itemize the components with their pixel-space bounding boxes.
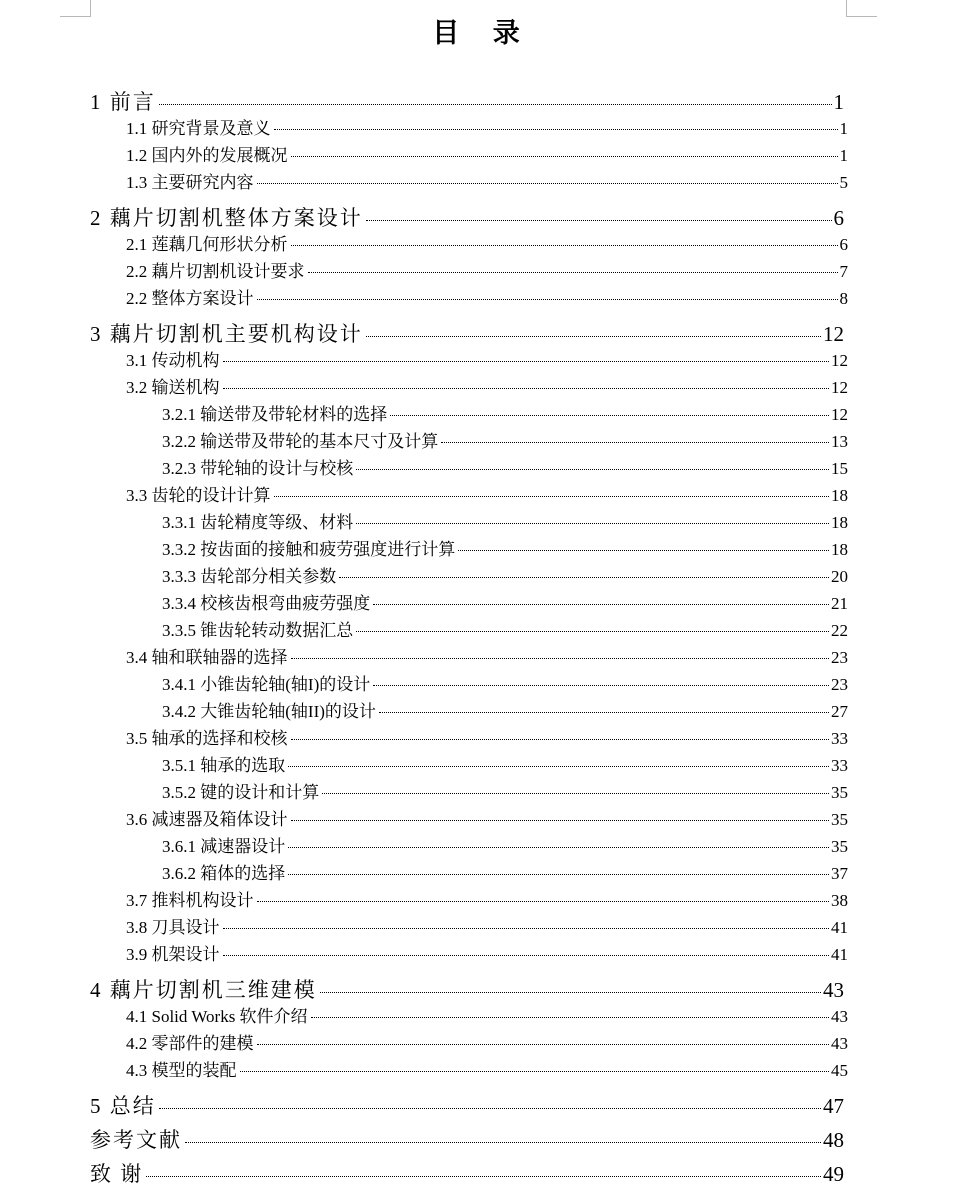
- toc-entry-page-number: 12: [831, 405, 848, 424]
- toc-entry-page-number: 43: [823, 978, 844, 1002]
- toc-entry-label: 3.5 轴承的选择和校核: [126, 729, 288, 748]
- toc-entry-page-number: 43: [831, 1034, 848, 1053]
- toc-entry[interactable]: [162, 618, 848, 644]
- toc-entry[interactable]: [162, 753, 848, 779]
- dot-leader: [356, 631, 829, 632]
- dot-leader: [373, 685, 829, 686]
- toc-entry[interactable]: [126, 645, 848, 671]
- toc-entry-page-number: 45: [831, 1061, 848, 1080]
- toc-entry[interactable]: [126, 116, 848, 142]
- toc-entry-page-number: 6: [839, 235, 848, 254]
- dot-leader: [288, 766, 829, 767]
- toc-entry-label: 4.1 Solid Works 软件介绍: [126, 1007, 308, 1026]
- toc-entry[interactable]: [126, 807, 848, 833]
- toc-entry[interactable]: [162, 591, 848, 617]
- toc-entry-label: 3.2.2 输送带及带轮的基本尺寸及计算: [162, 432, 439, 451]
- dot-leader: [320, 992, 821, 993]
- toc-entry-page-number: 41: [831, 918, 848, 937]
- dot-leader: [291, 658, 830, 659]
- toc-entry[interactable]: [90, 1126, 844, 1154]
- dot-leader: [356, 469, 829, 470]
- dot-leader: [223, 928, 830, 929]
- dot-leader: [390, 415, 829, 416]
- toc-entry-label: 3.2.3 带轮轴的设计与校核: [162, 459, 354, 478]
- dot-leader: [288, 847, 829, 848]
- toc-entry-page-number: 33: [831, 729, 848, 748]
- toc-entry-page-number: 8: [839, 289, 848, 308]
- toc-entry-page-number: 7: [839, 262, 848, 281]
- dot-leader: [356, 523, 829, 524]
- toc-entry-label: 3.4.2 大锥齿轮轴(轴II)的设计: [162, 702, 376, 721]
- dot-leader: [146, 1176, 821, 1177]
- toc-entry[interactable]: [126, 483, 848, 509]
- toc-entry[interactable]: [162, 672, 848, 698]
- toc-entry[interactable]: [126, 259, 848, 285]
- dot-leader: [291, 820, 830, 821]
- toc-entry-page-number: 38: [831, 891, 848, 910]
- toc-entry[interactable]: [162, 834, 848, 860]
- dot-leader: [379, 712, 829, 713]
- toc-entry-label: 3.3.3 齿轮部分相关参数: [162, 567, 337, 586]
- toc-entry[interactable]: [126, 170, 848, 196]
- toc-entry-label: 3.2 输送机构: [126, 378, 220, 397]
- toc-entry[interactable]: [162, 537, 848, 563]
- dot-leader: [223, 388, 830, 389]
- dot-leader: [291, 156, 838, 157]
- dot-leader: [159, 104, 832, 105]
- toc-entry-label: 2.1 莲藕几何形状分析: [126, 235, 288, 254]
- dot-leader: [159, 1108, 821, 1109]
- dot-leader: [373, 604, 829, 605]
- toc-entry-page-number: 12: [831, 378, 848, 397]
- dot-leader: [311, 1017, 829, 1018]
- dot-leader: [257, 299, 838, 300]
- toc-entry-label: 3.1 传动机构: [126, 351, 220, 370]
- dot-leader: [322, 793, 829, 794]
- toc-entry-label: 4.3 模型的装配: [126, 1061, 237, 1080]
- toc-entry[interactable]: [162, 429, 848, 455]
- toc-entry-page-number: 1: [839, 146, 848, 165]
- toc-entry-label: 1 前言: [90, 90, 156, 114]
- toc-entry-label: 致 谢: [90, 1162, 144, 1186]
- toc-entry-page-number: 37: [831, 864, 848, 883]
- dot-leader: [366, 220, 832, 221]
- toc-entry[interactable]: [126, 348, 848, 374]
- toc-entry[interactable]: [162, 699, 848, 725]
- toc-entry-label: 3.3.1 齿轮精度等级、材料: [162, 513, 354, 532]
- toc-entry-label: 2.2 整体方案设计: [126, 289, 254, 308]
- toc-entry-label: 参考文献: [90, 1128, 182, 1152]
- toc-entry-page-number: 21: [831, 594, 848, 613]
- dot-leader: [458, 550, 829, 551]
- toc-entry-page-number: 12: [831, 351, 848, 370]
- toc-entry-page-number: 35: [831, 783, 848, 802]
- toc-entry[interactable]: [126, 232, 848, 258]
- toc-entry-label: 3.9 机架设计: [126, 945, 220, 964]
- toc-entry-page-number: 13: [831, 432, 848, 451]
- dot-leader: [339, 577, 829, 578]
- toc-entry[interactable]: [126, 286, 848, 312]
- toc-entry-label: 3.6.1 减速器设计: [162, 837, 286, 856]
- toc-entry-label: 3.8 刀具设计: [126, 918, 220, 937]
- toc-entry-page-number: 49: [823, 1162, 844, 1186]
- toc-entry-page-number: 27: [831, 702, 848, 721]
- toc-entry-page-number: 6: [833, 206, 844, 230]
- dot-leader: [441, 442, 829, 443]
- toc-entry-label: 4.2 零部件的建模: [126, 1034, 254, 1053]
- toc-entry-page-number: 43: [831, 1007, 848, 1026]
- toc-entry-page-number: 35: [831, 810, 848, 829]
- toc-entry-label: 3 藕片切割机主要机构设计: [90, 322, 363, 346]
- toc-entry-page-number: 15: [831, 459, 848, 478]
- toc-entry-label: 3.2.1 输送带及带轮材料的选择: [162, 405, 388, 424]
- toc-entry-label: 3.3.2 按齿面的接触和疲劳强度进行计算: [162, 540, 456, 559]
- toc-entry-page-number: 1: [839, 119, 848, 138]
- toc-entry-label: 3.6 减速器及箱体设计: [126, 810, 288, 829]
- toc-entry-label: 1.2 国内外的发展概况: [126, 146, 288, 165]
- toc-entry-page-number: 33: [831, 756, 848, 775]
- dot-leader: [291, 739, 830, 740]
- toc-entry[interactable]: [126, 1004, 848, 1030]
- toc-entry-label: 3.3 齿轮的设计计算: [126, 486, 271, 505]
- toc-entry[interactable]: [90, 88, 844, 116]
- toc-entry[interactable]: [162, 402, 848, 428]
- toc-entry-label: 3.6.2 箱体的选择: [162, 864, 286, 883]
- toc-entry[interactable]: [90, 320, 844, 348]
- toc-entry-page-number: 5: [839, 173, 848, 192]
- toc-entry-label: 2 藕片切割机整体方案设计: [90, 206, 363, 230]
- toc-entry[interactable]: [90, 1160, 844, 1188]
- toc-entry[interactable]: [162, 564, 848, 590]
- dot-leader: [257, 1044, 830, 1045]
- toc-entry-page-number: 18: [831, 486, 848, 505]
- dot-leader: [257, 183, 838, 184]
- dot-leader: [274, 129, 838, 130]
- dot-leader: [291, 245, 838, 246]
- toc-entry-page-number: 22: [831, 621, 848, 640]
- dot-leader: [185, 1142, 821, 1143]
- toc-entry-page-number: 47: [823, 1094, 844, 1118]
- toc-entry[interactable]: [90, 204, 844, 232]
- toc-entry-page-number: 20: [831, 567, 848, 586]
- toc-entry[interactable]: [90, 1092, 844, 1120]
- toc-entry[interactable]: [126, 726, 848, 752]
- toc-title: 目 录: [432, 18, 532, 49]
- dot-leader: [366, 336, 821, 337]
- toc-entry[interactable]: [162, 510, 848, 536]
- toc-entry[interactable]: [126, 143, 848, 169]
- dot-leader: [288, 874, 829, 875]
- toc-entry-label: 2.2 藕片切割机设计要求: [126, 262, 305, 281]
- toc-entry-page-number: 18: [831, 513, 848, 532]
- toc-entry-page-number: 1: [833, 90, 844, 114]
- toc-entry-label: 1.1 研究背景及意义: [126, 119, 271, 138]
- toc-entry[interactable]: [126, 1031, 848, 1057]
- toc-entry-label: 3.4 轴和联轴器的选择: [126, 648, 288, 667]
- toc-entry-page-number: 12: [823, 322, 844, 346]
- toc-entry[interactable]: [126, 888, 848, 914]
- toc-entry-label: 5 总结: [90, 1094, 156, 1118]
- toc-entry[interactable]: [162, 861, 848, 887]
- toc-entry-label: 1.3 主要研究内容: [126, 173, 254, 192]
- toc-entry-page-number: 23: [831, 648, 848, 667]
- toc-entry-label: 3.3.5 锥齿轮转动数据汇总: [162, 621, 354, 640]
- toc-entry[interactable]: [126, 915, 848, 941]
- toc-entry[interactable]: [162, 780, 848, 806]
- toc-entry-label: 3.3.4 校核齿根弯曲疲劳强度: [162, 594, 371, 613]
- dot-leader: [223, 361, 830, 362]
- toc-entry[interactable]: [162, 456, 848, 482]
- toc-entry-label: 3.5.1 轴承的选取: [162, 756, 286, 775]
- dot-leader: [223, 955, 830, 956]
- toc-entry-page-number: 35: [831, 837, 848, 856]
- toc-entry-label: 3.5.2 键的设计和计算: [162, 783, 320, 802]
- dot-leader: [308, 272, 838, 273]
- toc-entry-label: 4 藕片切割机三维建模: [90, 978, 317, 1002]
- toc-entry-page-number: 48: [823, 1128, 844, 1152]
- toc-entry-page-number: 23: [831, 675, 848, 694]
- toc-entry[interactable]: [90, 976, 844, 1004]
- dot-leader: [274, 496, 830, 497]
- dot-leader: [257, 901, 830, 902]
- dot-leader: [240, 1071, 830, 1072]
- toc-entry-page-number: 18: [831, 540, 848, 559]
- toc-entry-label: 3.7 推料机构设计: [126, 891, 254, 910]
- toc-entry-label: 3.4.1 小锥齿轮轴(轴I)的设计: [162, 675, 371, 694]
- toc-entry[interactable]: [126, 942, 848, 968]
- toc-entry[interactable]: [126, 1058, 848, 1084]
- toc-entry[interactable]: [126, 375, 848, 401]
- toc-entry-page-number: 41: [831, 945, 848, 964]
